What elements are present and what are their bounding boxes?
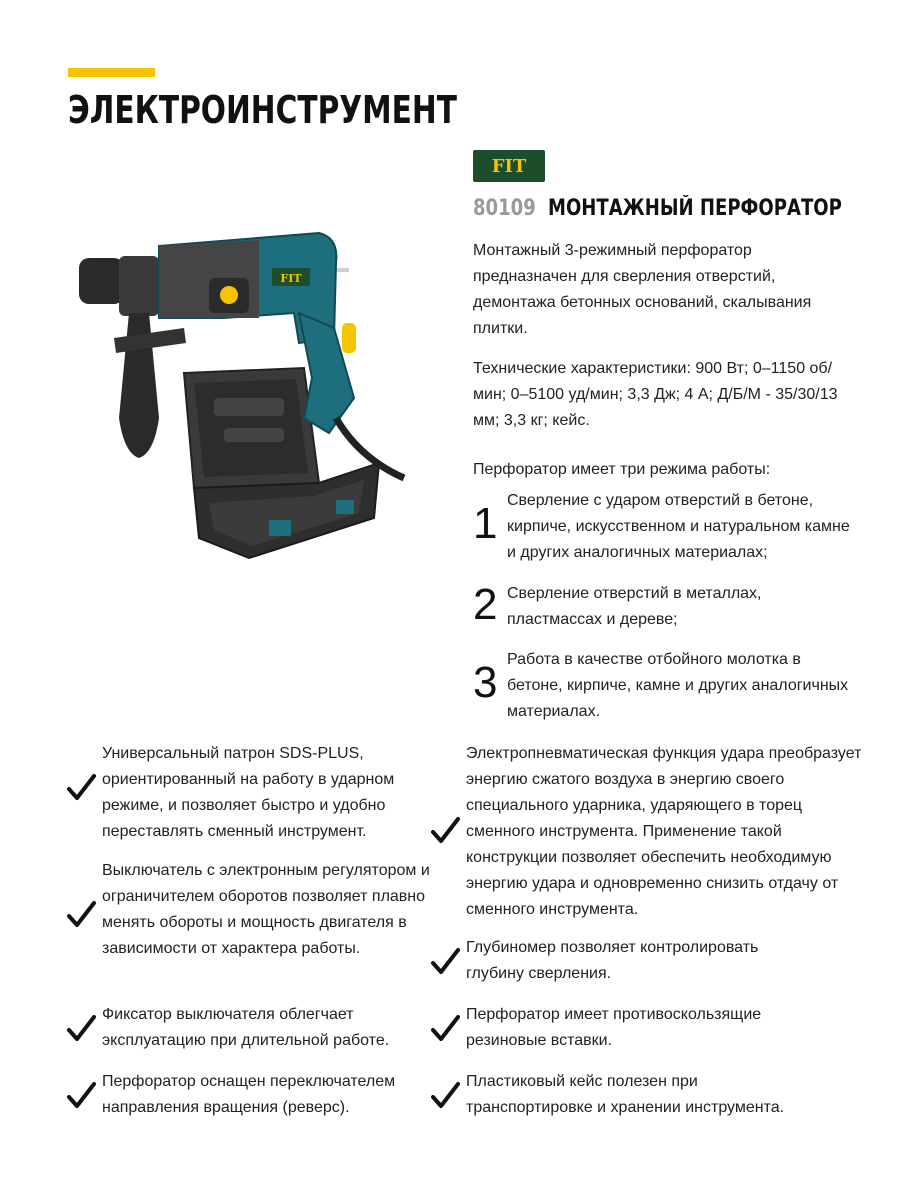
feature-text: Пластиковый кейс полезен при транспортировке и хранении инструмента. — [466, 1073, 785, 1116]
section-title: ЭЛЕКТРОИНСТРУМЕНТ — [68, 88, 457, 132]
modes-intro: Перфоратор имеет три режима работы: — [473, 461, 771, 478]
checkmark-icon — [430, 947, 460, 977]
checkmark-icon — [66, 1014, 96, 1044]
product-name: МОНТАЖНЫЙ ПЕРФОРАТОР — [548, 196, 842, 221]
tool-logo-text: FIT — [280, 272, 302, 285]
product-heading — [473, 196, 900, 221]
mode-number: 1 — [473, 499, 498, 548]
mode-item — [473, 647, 853, 727]
mode-number: 3 — [473, 658, 498, 707]
mode-text: Сверление с ударом отверстий в бетоне, кирпиче, искусственном и натуральном камне и других аналогичных материалах; — [507, 492, 850, 561]
feature-text: Перфоратор оснащен переключателем направления вращения (реверс). — [102, 1073, 396, 1116]
checkmark-icon — [66, 773, 96, 803]
feature-text: Выключатель с электронным регулятором и ограничителем оборотов позволяет плавно менять обороты и мощность двигателя в зависимости от характера работы. — [102, 862, 430, 957]
checkmark-icon — [430, 1081, 460, 1111]
feature-text: Универсальный патрон SDS-PLUS, ориентированный на работу в ударном режиме, и позволяет быстро и удобно переставлять сменный инструмент. — [102, 745, 395, 840]
checkmark-icon — [66, 1081, 96, 1111]
feature-text: Электропневматическая функция удара преобразует энергию сжатого воздуха в энергию своего специального ударника, ударяющего в торец сменного инструмента. Применение такой конструкции позволяет обеспечить необходимую энергию удара и одновременно снизить отдачу от сменного инструмента. — [466, 745, 862, 918]
product-description: Монтажный 3-режимный перфоратор предназначен для сверления отверстий, демонтажа бетонных оснований, скалывания плитки. — [473, 242, 812, 337]
checkmark-icon — [430, 816, 460, 846]
checkmark-icon — [66, 900, 96, 930]
mode-item — [473, 581, 853, 635]
feature-text: Глубиномер позволяет контролировать глубину сверления. — [466, 939, 759, 982]
mode-text: Сверление отверстий в металлах, пластмассах и дереве; — [507, 585, 762, 628]
mode-text: Работа в качестве отбойного молотка в бетоне, кирпиче, камне и других аналогичных материалах. — [507, 651, 849, 720]
brand-logo — [473, 150, 545, 182]
mode-item — [473, 488, 853, 568]
checkmark-icon — [430, 1014, 460, 1044]
brand-logo-text: FIT — [491, 155, 527, 177]
product-image — [74, 218, 434, 568]
mode-number: 2 — [473, 580, 498, 629]
feature-text: Перфоратор имеет противоскользящие резиновые вставки. — [466, 1006, 762, 1049]
feature-text: Фиксатор выключателя облегчает эксплуатацию при длительной работе. — [102, 1006, 390, 1049]
product-sku: 80109 — [473, 196, 536, 221]
accent-bar — [68, 68, 155, 77]
product-specs: Технические характеристики: 900 Вт; 0–1150 об/мин; 0–5100 уд/мин; 3,3 Дж; 4 А; Д/Б/М - 35/30/13 мм; 3,3 кг; кейс. — [473, 360, 838, 429]
